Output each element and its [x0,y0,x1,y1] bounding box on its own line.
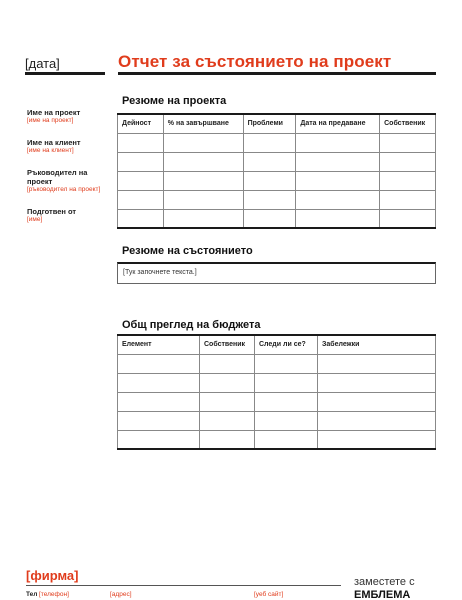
project-manager-value[interactable]: [ръководител на проект] [27,186,101,193]
table-row [118,373,436,392]
budget-overview-title: Общ преглед на бюджета [122,319,261,331]
table-cell[interactable] [296,152,380,171]
table-cell[interactable] [318,430,436,449]
prepared-by-block [27,207,111,224]
table-cell[interactable] [255,411,318,430]
table-cell[interactable] [243,190,296,209]
table-cell[interactable] [163,209,243,228]
table-cell[interactable] [118,209,164,228]
table-cell[interactable] [318,411,436,430]
client-name-block [27,138,111,155]
status-summary-title: Резюме на състоянието [122,245,253,257]
table-cell[interactable] [118,354,200,373]
status-summary-textbox[interactable]: [Тук започнете текста.] [117,262,436,284]
col-item: Елемент [118,335,200,354]
table-cell[interactable] [200,411,255,430]
table-cell[interactable] [163,171,243,190]
table-cell[interactable] [200,373,255,392]
table-cell[interactable] [296,209,380,228]
table-cell[interactable] [243,152,296,171]
client-name-value[interactable]: [име на клиент] [27,147,74,154]
project-name-value[interactable]: [име на проект] [27,117,74,124]
project-name-block [27,108,111,125]
table-cell[interactable] [380,152,436,171]
footer-divider [26,585,341,586]
project-name-label: Име на проект [27,108,81,117]
table-row [118,190,436,209]
table-row [118,430,436,449]
date-underline [25,72,105,75]
table-cell[interactable] [318,392,436,411]
table-row [118,209,436,228]
table-cell[interactable] [380,209,436,228]
table-cell[interactable] [380,133,436,152]
table-cell[interactable] [118,190,164,209]
table-row [118,392,436,411]
project-summary-title: Резюме на проекта [122,95,227,107]
phone-label: Тел [26,591,38,598]
logo-placeholder-word: ЕМБЛЕМА [354,589,411,600]
table-row [118,133,436,152]
table-cell[interactable] [318,354,436,373]
table-cell[interactable] [255,373,318,392]
table-cell[interactable] [118,373,200,392]
col-owner: Собственик [380,114,436,133]
company-name[interactable]: [фирма] [26,568,79,583]
table-cell[interactable] [255,392,318,411]
table-cell[interactable] [118,392,200,411]
project-info-sidebar [27,108,111,237]
prepared-by-value[interactable]: [име] [27,216,43,223]
table-cell[interactable] [163,190,243,209]
table-cell[interactable] [118,430,200,449]
table-cell[interactable] [243,133,296,152]
table-row [118,171,436,190]
logo-placeholder-text: заместете с [354,576,415,588]
client-name-label: Име на клиент [27,138,81,147]
page-title: Отчет за състоянието на проект [118,52,392,71]
table-cell[interactable] [296,171,380,190]
table-cell[interactable] [255,430,318,449]
address-value[interactable]: [адрес] [110,591,132,598]
table-cell[interactable] [163,133,243,152]
col-budget-owner: Собственик [200,335,255,354]
table-cell[interactable] [318,373,436,392]
table-cell[interactable] [118,133,164,152]
table-cell[interactable] [380,171,436,190]
table-row [118,152,436,171]
table-cell[interactable] [296,190,380,209]
table-cell[interactable] [243,209,296,228]
project-manager-block [27,168,111,194]
website-value[interactable]: [уеб сайт] [254,591,284,598]
budget-overview-table [117,334,436,450]
prepared-by-label: Подготвен от [27,207,77,216]
phone-value[interactable]: [телефон] [39,591,69,598]
col-notes: Забележки [318,335,436,354]
project-summary-table [117,113,436,229]
table-cell[interactable] [243,171,296,190]
table-cell[interactable] [200,430,255,449]
col-issues: Проблеми [243,114,296,133]
logo-placeholder[interactable] [354,576,454,600]
table-cell[interactable] [200,392,255,411]
table-cell[interactable] [200,354,255,373]
table-cell[interactable] [380,190,436,209]
table-cell[interactable] [118,411,200,430]
project-manager-label: Ръководител на проект [27,168,88,186]
table-cell[interactable] [118,171,164,190]
table-cell[interactable] [296,133,380,152]
table-cell[interactable] [163,152,243,171]
col-due-date: Дата на предаване [296,114,380,133]
table-cell[interactable] [118,152,164,171]
table-row [118,411,436,430]
col-tracked: Следи ли се? [255,335,318,354]
date-field[interactable]: [дата] [25,56,60,71]
table-cell[interactable] [255,354,318,373]
col-activity: Дейност [118,114,164,133]
col-completion: % на завършване [163,114,243,133]
table-row [118,354,436,373]
title-underline [118,72,436,75]
